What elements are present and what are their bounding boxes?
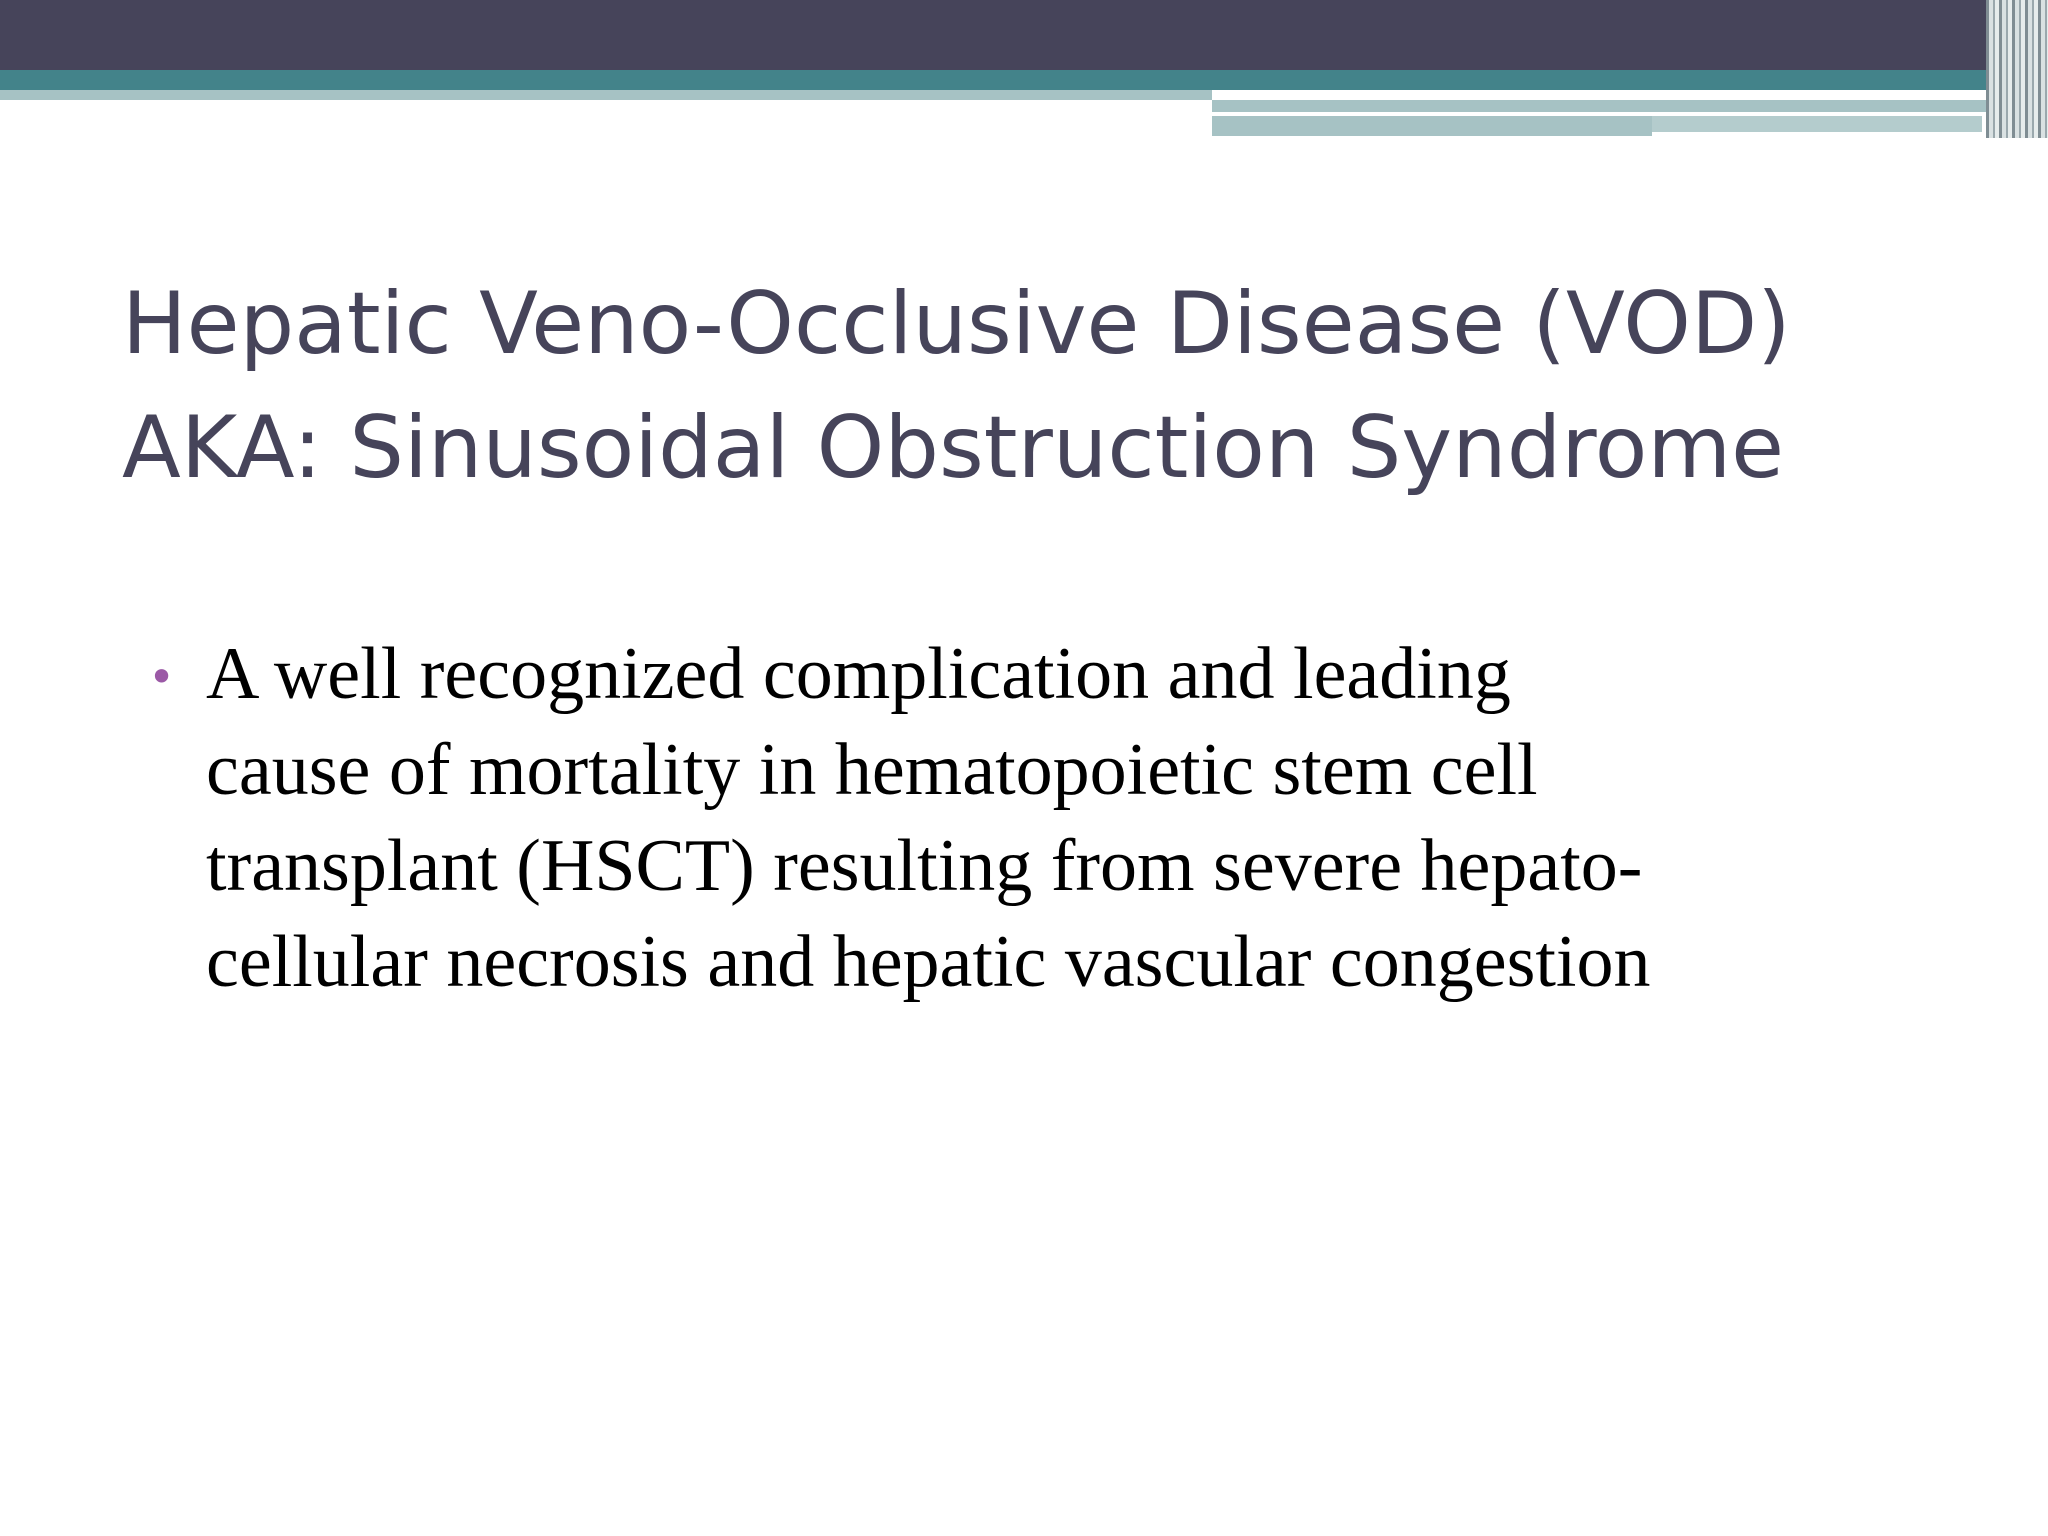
- bullet-line-2: cause of mortality in hematopoietic stem cell: [206, 729, 1538, 811]
- bullet-dot-icon: •: [148, 650, 176, 704]
- bullet-list: [148, 626, 1978, 1010]
- bullet-line-3: transplant (HSCT) resulting from severe hepato-: [206, 825, 1643, 907]
- bullet-line-4: cellular necrosis and hepatic vascular congestion: [206, 921, 1651, 1003]
- header-band-teal: [0, 70, 2048, 90]
- slide-title: [122, 262, 1982, 510]
- bullet-item: [148, 626, 1978, 1010]
- header-band-pale-right: [1212, 100, 2048, 112]
- header-band-pale-left: [0, 90, 1212, 100]
- bullet-line-1: A well recognized complication and leading: [206, 633, 1511, 715]
- header-band-dark: [0, 0, 2048, 70]
- slide-title-line-2: AKA: Sinusoidal Obstruction Syndrome: [122, 398, 1785, 498]
- slide-title-line-1: Hepatic Veno-Occlusive Disease (VOD): [122, 274, 1791, 374]
- header-band-pale-lower-right: [1652, 116, 1982, 132]
- header-band-pale-lower: [1212, 116, 1652, 136]
- corner-stripes: [1986, 0, 2048, 138]
